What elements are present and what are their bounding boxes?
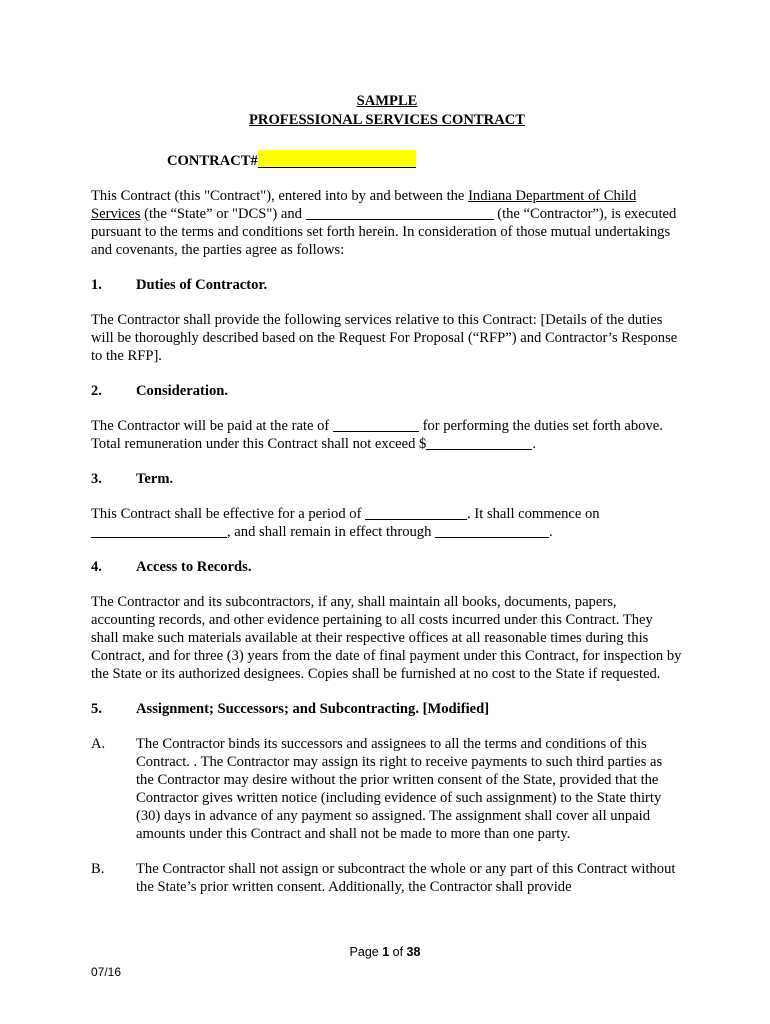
- document-content: [91, 92, 683, 896]
- section-3-body: [91, 505, 683, 541]
- page-total: 38: [406, 945, 421, 959]
- page-prefix: Page: [349, 945, 383, 959]
- section-5-heading: [91, 700, 683, 718]
- section-number: 2.: [91, 383, 102, 399]
- page-number: [0, 945, 770, 959]
- contract-number-blank: [258, 150, 416, 168]
- item-text: The Contractor shall not assign or subcontract the whole or any part of this Contract without the State’s prior written consent. Additionally, the Contractor shall provide: [136, 861, 676, 895]
- section-title: Assignment; Successors; and Subcontracting. [Modified]: [136, 701, 490, 717]
- item-letter: B.: [91, 861, 105, 877]
- doc-title-main: PROFESSIONAL SERVICES CONTRACT: [248, 112, 526, 128]
- section-1-heading: [91, 276, 683, 294]
- section-2-text-b: for performing the duties set forth above. Total remuneration under this Contract shall not exceed $: [91, 418, 663, 452]
- section-4-heading: [91, 558, 683, 576]
- intro-text-3: (the “Contractor”), is executed pursuant to the terms and conditions set forth herein. In consideration of those mutual undertakings and covenants, the parties agree as follows:: [91, 206, 677, 258]
- section-5-item-a: [91, 735, 683, 843]
- section-number: 5.: [91, 701, 102, 717]
- section-number: 4.: [91, 559, 102, 575]
- section-number: 1.: [91, 277, 102, 293]
- doc-title-sample: SAMPLE: [356, 93, 418, 109]
- total-amount-blank: [426, 435, 532, 450]
- intro-paragraph: [91, 187, 683, 259]
- section-title: Term.: [136, 471, 174, 487]
- section-3-heading: [91, 470, 683, 488]
- contractor-name-blank: [306, 205, 494, 220]
- intro-text-2: (the “State” or "DCS") and: [140, 206, 306, 222]
- section-3-text-a: This Contract shall be effective for a period of: [91, 506, 366, 522]
- section-title: Consideration.: [136, 383, 229, 399]
- intro-text-1: This Contract (this "Contract"), entered into by and between the: [91, 188, 469, 204]
- section-5-item-b: [91, 860, 683, 896]
- revision-date: 07/16: [91, 965, 122, 979]
- section-3-text-b: . It shall commence on: [467, 506, 600, 522]
- section-2-body: [91, 417, 683, 453]
- section-title: Duties of Contractor.: [136, 277, 268, 293]
- section-1-body: The Contractor shall provide the following services relative to this Contract: [Details of the duties will be thoroughly described based on the Request For Proposal (“RFP”) and Contractor’s Response to the RFP].: [91, 312, 678, 364]
- commence-date-blank: [91, 523, 227, 538]
- page-separator: of: [389, 945, 407, 959]
- contract-number-label: CONTRACT#: [167, 153, 258, 169]
- section-2-text-c: .: [532, 436, 536, 452]
- end-date-blank: [435, 523, 549, 538]
- section-3-text-c: , and shall remain in effect through: [227, 524, 436, 540]
- rate-blank: [333, 417, 419, 432]
- section-2-text-a: The Contractor will be paid at the rate of: [91, 418, 333, 434]
- section-title: Access to Records.: [136, 559, 252, 575]
- section-3-text-d: .: [549, 524, 553, 540]
- page-current: 1: [382, 945, 390, 959]
- section-2-heading: [91, 382, 683, 400]
- contract-number-line: [91, 150, 683, 170]
- period-blank: [365, 505, 467, 520]
- section-number: 3.: [91, 471, 102, 487]
- item-text: The Contractor binds its successors and assignees to all the terms and conditions of this Contract. . The Contractor may assign its right to receive payments to such third parties as the Contractor may desire without the prior written consent of the State, provided that the Contractor gives written notice (including evidence of such assignment) to the State thirty (30) days in advance of any payment so assigned. The assignment shall cover all unpaid amounts under this Contract and shall not be made to more than one party.: [136, 736, 663, 842]
- section-4-body: The Contractor and its subcontractors, if any, shall maintain all books, documents, papers, accounting records, and other evidence pertaining to all costs incurred under this Contract. They shall make such materials available at their respective offices at all reasonable times during this Contract, and for three (3) years from the date of final payment under this Contract, for inspection by the State or its authorized designees. Copies shall be furnished at no cost to the State if requested.: [91, 594, 682, 682]
- item-letter: A.: [91, 736, 106, 752]
- intro-party-name: Indiana Department of Child Services: [91, 188, 637, 222]
